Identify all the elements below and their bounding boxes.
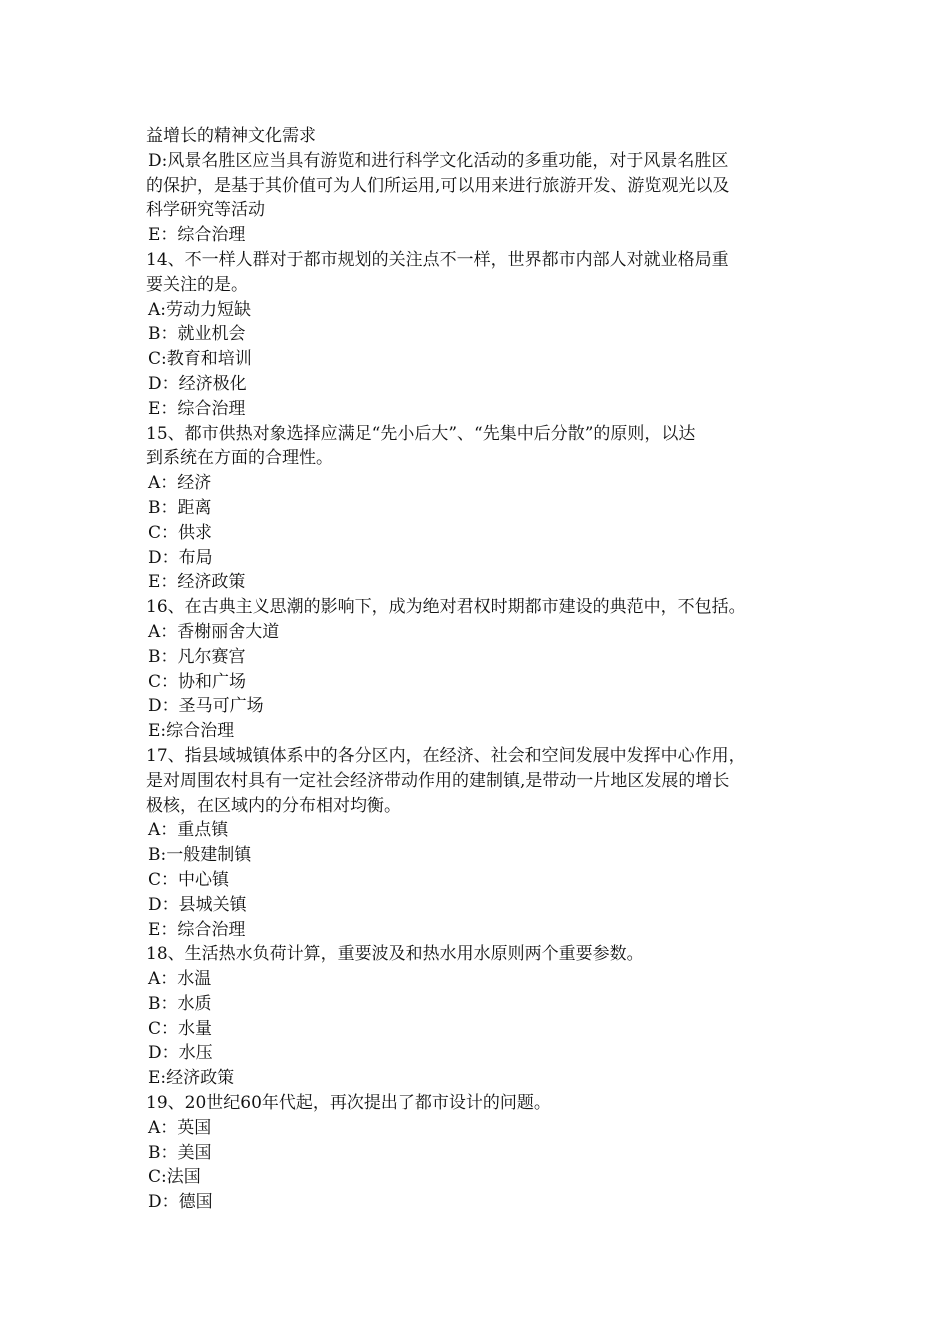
answer-option: C：协和广场	[148, 671, 247, 692]
answer-option: B：水质	[148, 993, 212, 1014]
answer-option: E:经济政策	[148, 1068, 235, 1089]
answer-option: E：经济政策	[148, 572, 246, 593]
answer-option: D:风景名胜区应当具有游览和进行科学文化活动的多重功能，对于风景名胜区	[148, 150, 729, 171]
answer-option: A:劳动力短缺	[148, 299, 252, 320]
answer-option: A：经济	[148, 473, 212, 494]
answer-option: A：重点镇	[148, 820, 229, 841]
text-line: 的保护，是基于其价值可为人们所运用,可以用来进行旅游开发、游览观光以及	[146, 175, 730, 196]
text-line: 15、都市供热对象选择应满足“先小后大”、“先集中后分散”的原则，以达	[146, 423, 696, 444]
text-line: 17、指县域城镇体系中的各分区内，在经济、社会和空间发展中发挥中心作用，	[146, 745, 746, 766]
answer-option: B：就业机会	[148, 324, 246, 345]
answer-option: E：综合治理	[148, 919, 246, 940]
text-line: 要关注的是。	[146, 274, 248, 295]
answer-option: D：德国	[148, 1192, 213, 1213]
text-line: 16、在古典主义思潮的影响下，成为绝对君权时期都市建设的典范中，不包括。	[146, 597, 746, 618]
answer-option: D：县城关镇	[148, 894, 247, 915]
answer-option: D：水压	[148, 1043, 213, 1064]
text-line: 是对周围农村具有一定社会经济带动作用的建制镇,是带动一片地区发展的增长	[146, 770, 730, 791]
answer-option: B：距离	[148, 497, 212, 518]
answer-option: E：综合治理	[148, 225, 246, 246]
document-page	[146, 124, 816, 1215]
text-line: 到系统在方面的合理性。	[146, 448, 333, 469]
answer-option: C：水量	[148, 1018, 213, 1039]
answer-option: B：凡尔赛宫	[148, 646, 246, 667]
text-line: 14、不一样人群对于都市规划的关注点不一样，世界都市内部人对就业格局重	[146, 249, 729, 270]
answer-option: A：香榭丽舍大道	[148, 621, 280, 642]
answer-option: C：中心镇	[148, 869, 230, 890]
text-line: 18、生活热水负荷计算，重要波及和热水用水原则两个重要参数。	[146, 944, 644, 965]
text-line: 极核，在区域内的分布相对均衡。	[146, 795, 401, 816]
answer-option: C：供求	[148, 522, 213, 543]
answer-option: D：圣马可广场	[148, 696, 264, 717]
answer-option: A：英国	[148, 1117, 212, 1138]
answer-option: B：美国	[148, 1142, 212, 1163]
answer-option: D：布局	[148, 547, 213, 568]
answer-option: C:教育和培训	[148, 349, 252, 370]
answer-option: C:法国	[148, 1167, 201, 1188]
answer-option: B:一般建制镇	[148, 845, 252, 866]
answer-option: E:综合治理	[148, 721, 235, 742]
text-line: 益增长的精神文化需求	[146, 126, 316, 146]
text-line: 19、20世纪60年代起，再次提出了都市设计的问题。	[146, 1093, 551, 1114]
answer-option: E：综合治理	[148, 398, 246, 419]
text-line: 科学研究等活动	[146, 200, 265, 221]
answer-option: D：经济极化	[148, 373, 247, 394]
answer-option: A：水温	[148, 969, 212, 990]
